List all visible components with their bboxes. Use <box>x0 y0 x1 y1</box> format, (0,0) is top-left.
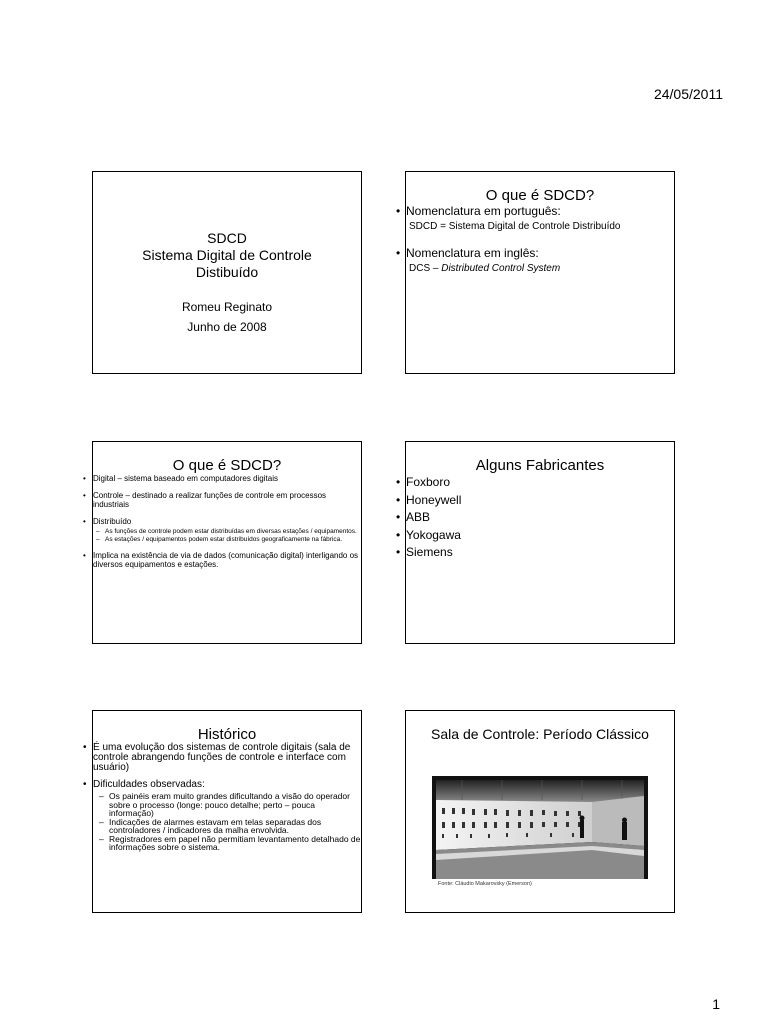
sub-bullet-item: – Registradores em papel não permitiam levantamento detalhado de informações sobre o sistema. <box>109 835 361 852</box>
subtext-prefix: DCS – <box>409 263 442 274</box>
slide-title-line1: SDCD <box>207 230 247 246</box>
slide-manufacturers <box>405 441 675 644</box>
slide-control-room <box>405 710 675 913</box>
manufacturer-item: • Foxboro <box>406 474 674 492</box>
manufacturer-item: • Yokogawa <box>406 527 674 545</box>
subtext-italic: Distributed Control System <box>441 263 561 274</box>
bullet-item: • É uma evolução dos sistemas de controle digitais (sala de controle abrangendo funções de controle e interface com usuário) <box>93 743 361 773</box>
presentation-date: Junho de 2008 <box>187 320 267 334</box>
slide-heading: O que é SDCD? <box>485 187 595 204</box>
sub-bullet-item: – Indicações de alarmes estavam em telas separadas dos controladores / indicadores da malha envolvida. <box>109 818 361 835</box>
bullet-item: • Implica na existência de via de dados (comunicação digital) interligando os diversos equipamentos e estações. <box>93 551 361 569</box>
bullet-item: • Controle – destinado a realizar funções de controle em processos industriais <box>93 491 361 509</box>
bullet-subtext <box>409 263 674 274</box>
control-room-photo <box>432 776 648 879</box>
bullet-subtext: SDCD = Sistema Digital de Controle Distribuído <box>409 221 621 232</box>
sub-bullet-list <box>109 792 361 852</box>
bullet-item <box>406 246 674 274</box>
slide-title-line3: Distibuído <box>195 264 259 280</box>
page-number: 1 <box>712 996 720 1012</box>
manufacturer-item: • Honeywell <box>406 492 674 510</box>
slide-title-author-block <box>93 297 361 337</box>
bullet-list <box>406 204 674 274</box>
manufacturer-item: • Siemens <box>406 544 674 562</box>
slide-title-heading <box>93 230 361 281</box>
bullet-item <box>406 204 674 232</box>
bullet-item: • Digital – sistema baseado em computadores digitais <box>93 474 361 483</box>
bullet-list <box>93 743 361 852</box>
bullet-text: Nomenclatura em português: <box>406 204 561 218</box>
sub-bullet-item: – As funções de controle podem estar distribuídas em diversas estações / equipamentos. <box>105 528 361 536</box>
slide-definition-nomenclature <box>405 171 675 374</box>
bullet-item <box>93 517 361 543</box>
manufacturer-item: • ABB <box>406 509 674 527</box>
sub-bullet-item: – As estações / equipamentos podem estar distribuídos geograficamente na fábrica. <box>105 536 361 544</box>
slide-heading: O que é SDCD? <box>172 457 282 474</box>
bullet-item <box>93 780 361 852</box>
slide-heading: Alguns Fabricantes <box>475 457 605 474</box>
slide-heading: Sala de Controle: Período Clássico <box>431 726 649 742</box>
bullet-list <box>93 474 361 569</box>
slide-heading: Histórico <box>197 726 257 743</box>
document-date: 24/05/2011 <box>653 86 723 102</box>
slide-title <box>92 171 362 374</box>
slide-title-line2: Sistema Digital de Controle <box>142 247 312 263</box>
author-name: Romeu Reginato <box>181 300 273 314</box>
bullet-text: Dificuldades observadas: <box>93 779 205 790</box>
slide-history <box>92 710 362 913</box>
bullet-text: Nomenclatura em inglês: <box>406 246 539 260</box>
slide-definition-details <box>92 441 362 644</box>
sub-bullet-item: – Os painéis eram muito grandes dificultando a visão do operador sobre o processo (longe: pouco detalhe; perto – pouca informação) <box>109 792 361 818</box>
bullet-text: Distribuído <box>93 517 132 526</box>
manufacturer-list <box>406 474 674 562</box>
photo-caption: Fonte: Cláudio Makarovsky (Emerson) <box>438 881 532 887</box>
sub-bullet-list <box>105 528 361 543</box>
